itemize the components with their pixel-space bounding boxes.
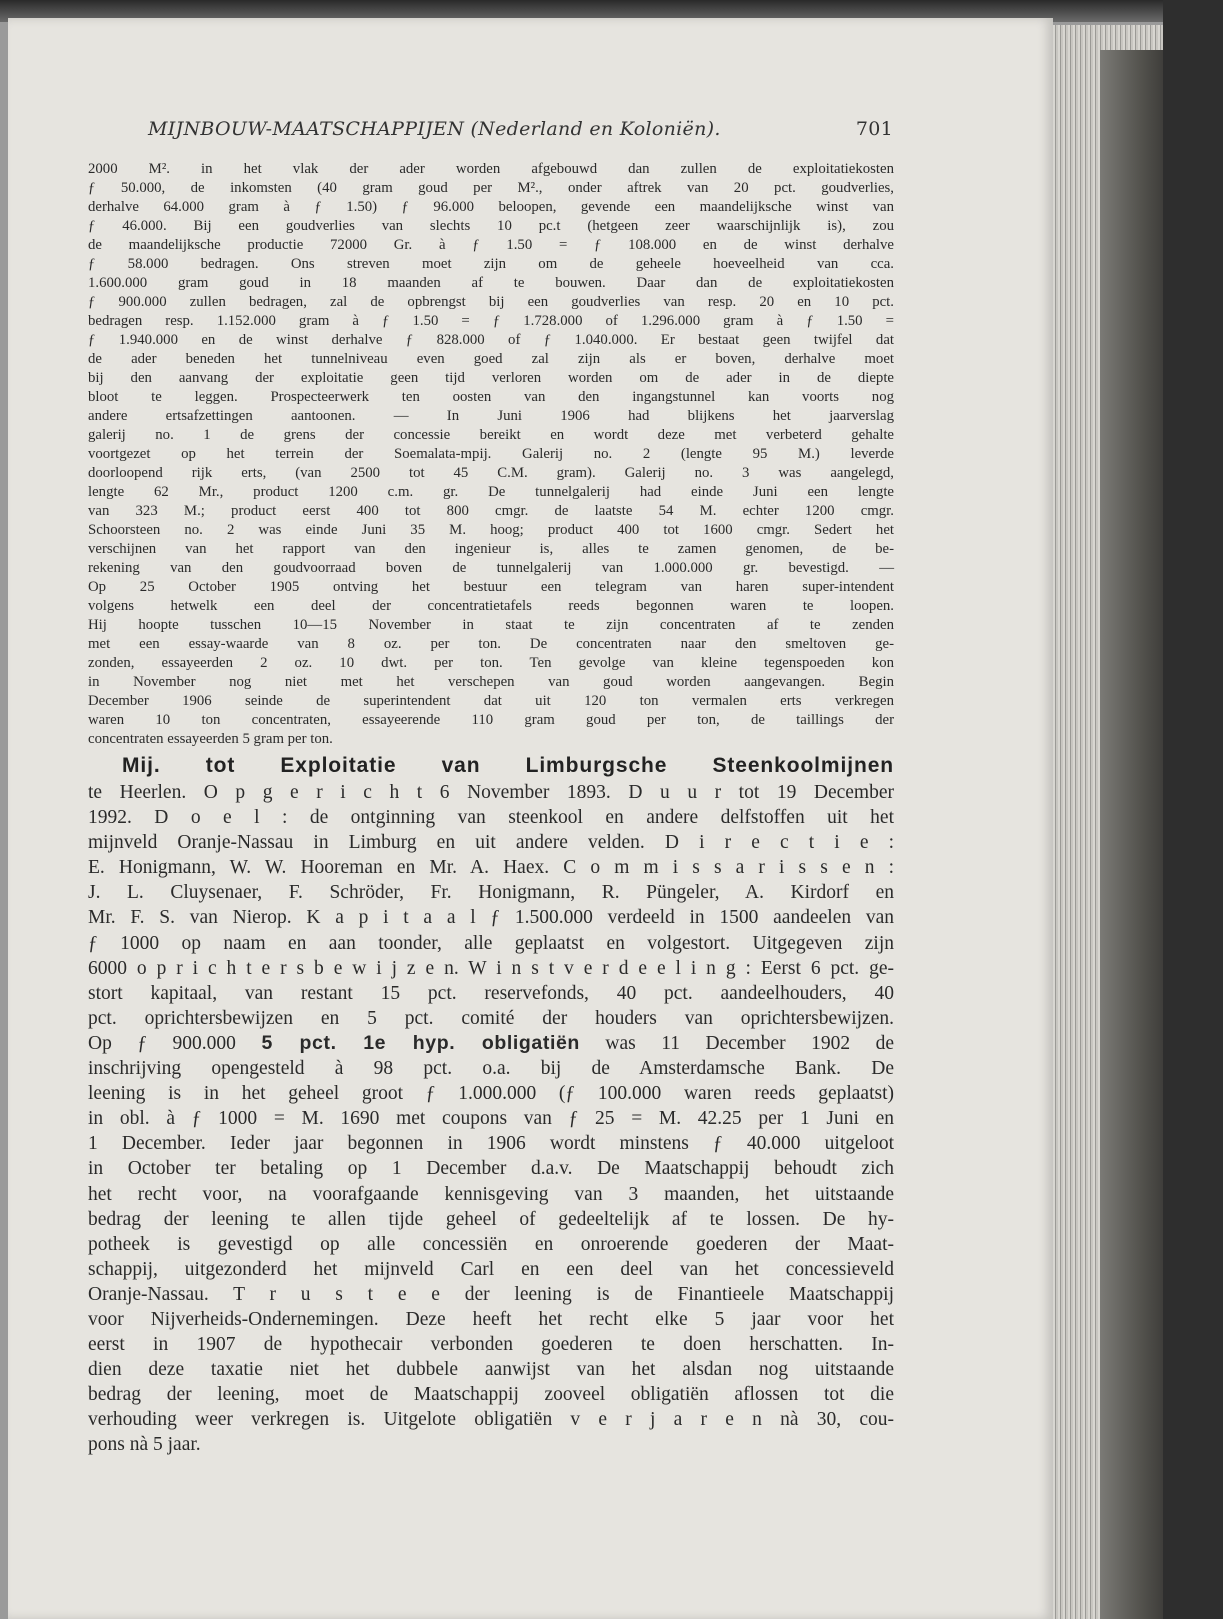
text-line: [88, 1081, 894, 1106]
text-segment: Mr. F. S. van Nierop. K a p i t a a l ƒ 1.500.000 verdeeld in 1500 aandeelen van: [88, 907, 894, 929]
text-line-content: [88, 830, 894, 855]
text-line: [88, 198, 894, 217]
text-line-content: doorloopend rijk erts, (van 2500 tot 45 C.M. gram). Galerij no. 3 was aangelegd,: [88, 465, 894, 481]
text-line-content: [88, 1382, 894, 1407]
text-line: [88, 179, 894, 198]
text-line: [88, 711, 894, 730]
text-line-content: ƒ 58.000 bedragen. Ons streven moet zijn om de geheele hoeveelheid van cca.: [88, 256, 894, 272]
text-line: [88, 1332, 894, 1357]
running-header: [148, 118, 893, 144]
text-segment: in October ter betaling op 1 December d.a.v. De Maatschappij behoudt zich: [88, 1158, 894, 1180]
text-line-content: Schoorsteen no. 2 was einde Juni 35 M. hoog; product 400 tot 1600 cmgr. Sedert het: [88, 522, 894, 538]
text-line-content: [88, 805, 894, 830]
text-line-content: [88, 1307, 894, 1332]
text-segment: was 11 December 1902 de: [579, 1032, 894, 1054]
text-segment: voor Nijverheids-Ondernemingen. Deze heeft het recht elke 5 jaar voor het: [88, 1308, 894, 1330]
text-line-content: met een essay-waarde van 8 oz. per ton. De concentraten naar den smeltoven ge-: [88, 636, 894, 652]
text-line: [88, 521, 894, 540]
text-line: [88, 255, 894, 274]
text-line-content: de maandelijksche productie 72000 Gr. à ƒ 1.50 = ƒ 108.000 en de winst derhalve: [88, 237, 894, 253]
text-line-content: [88, 1056, 894, 1081]
text-line-content: [88, 1257, 894, 1282]
text-line-content: rekening van den goudvoorraad boven de tunnelgalerij van 1.000.000 gr. bevestigd. —: [88, 560, 894, 576]
text-line: [88, 616, 894, 635]
text-line: [88, 578, 894, 597]
text-line: [88, 1031, 894, 1056]
text-line-content: 2000 M². in het vlak der ader worden afgebouwd dan zullen de exploitatiekosten: [88, 161, 894, 177]
text-line-content: zonden, essayeerden 2 oz. 10 dwt. per ton. Ten gevolge van kleine tegenspoeden kon: [88, 655, 894, 671]
text-line: [88, 1006, 894, 1031]
text-segment: pons nà 5 jaar.: [88, 1434, 201, 1456]
text-line: [88, 540, 894, 559]
text-segment: te Heerlen. O p g e r i c h t 6 November 1893. D u u r tot 19 December: [88, 782, 894, 803]
text-line: [88, 559, 894, 578]
text-line: [88, 1131, 894, 1156]
text-line: [88, 217, 894, 236]
text-line: [88, 1056, 894, 1081]
text-line-content: [88, 1207, 894, 1232]
text-segment: J. L. Cluysenaer, F. Schröder, Fr. Honigmann, R. Püngeler, A. Kirdorf en: [88, 882, 894, 904]
text-line: [88, 445, 894, 464]
text-line: [88, 780, 894, 805]
text-line-content: [88, 931, 894, 956]
text-line-content: [88, 1357, 894, 1382]
text-line-content: volgens hetwelk een deel der concentratietafels reeds begonnen waren te loopen.: [88, 598, 894, 614]
text-line: [88, 407, 894, 426]
text-line-content: [88, 956, 894, 981]
text-line-content: concentraten essayeerden 5 gram per ton.: [88, 731, 333, 747]
text-line-content: bij den aanvang der exploitatie geen tijd verloren worden om de ader in de diepte: [88, 370, 894, 386]
text-line: [88, 1382, 894, 1407]
text-segment: mijnveld Oranje-Nassau in Limburg en uit andere velden. D i r e c t i e :: [88, 832, 894, 854]
text-line-content: [88, 905, 894, 930]
text-line-content: [88, 780, 894, 805]
text-line: [88, 331, 894, 350]
text-line: [88, 1257, 894, 1282]
text-line-content: [88, 880, 894, 905]
company-entry: [88, 780, 894, 1458]
bold-term: 5 pct. 1e hyp. obligatiën: [261, 1031, 580, 1054]
text-line: [88, 236, 894, 255]
text-line-content: 1.600.000 gram goud in 18 maanden af te bouwen. Daar dan de exploitatiekosten: [88, 275, 894, 291]
text-line: [88, 1106, 894, 1131]
text-segment: eerst in 1907 de hypothecair verbonden goederen te doen herschatten. In-: [88, 1334, 894, 1356]
text-line-content: December 1906 seinde de superintendent dat uit 120 ton vermalen erts verkregen: [88, 693, 894, 709]
text-line: [88, 274, 894, 293]
text-line: [88, 350, 894, 369]
text-line-content: [88, 981, 894, 1006]
text-line-content: in November nog niet met het verschepen van goud worden aangevangen. Begin: [88, 674, 894, 690]
text-line-content: ƒ 50.000, de inkomsten (40 gram goud per M²., onder aftrek van 20 pct. goudverlies,: [88, 180, 894, 196]
text-line: [88, 1182, 894, 1207]
text-segment: 1992. D o e l : de ontginning van steenkool en andere delfstoffen uit het: [88, 807, 894, 829]
text-segment: bedrag der leening te allen tijde geheel of gedeeltelijk af te lossen. De hy-: [88, 1208, 894, 1230]
text-line-content: Hij hoopte tusschen 10—15 November in staat te zijn concentraten af te zenden: [88, 617, 894, 633]
text-line: [88, 1207, 894, 1232]
text-line-content: galerij no. 1 de grens der concessie bereikt en wordt deze met verbeterd gehalte: [88, 427, 894, 443]
text-line-content: ƒ 46.000. Bij een goudverlies van slechts 10 pc.t (hetgeen zeer waarschijnlijk is), zou: [88, 218, 894, 234]
text-segment: stort kapitaal, van restant 15 pct. reservefonds, 40 pct. aandeelhouders, 40: [88, 982, 894, 1004]
text-line: [88, 673, 894, 692]
text-segment: 1 December. Ieder jaar begonnen in 1906 wordt minstens ƒ 40.000 uitgeloot: [88, 1133, 894, 1155]
text-line: [88, 855, 894, 880]
text-segment: het recht voor, na voorafgaande kennisgeving van 3 maanden, het uitstaande: [88, 1183, 894, 1205]
text-line-content: andere ertsafzettingen aantoonen. — In Juni 1906 had blijkens het jaarverslag: [88, 408, 894, 424]
text-line-content: derhalve 64.000 gram à ƒ 1.50) ƒ 96.000 beloopen, gevende een maandelijksche winst van: [88, 199, 894, 215]
text-line: [88, 931, 894, 956]
text-line-content: [88, 1182, 894, 1207]
text-segment: in obl. à ƒ 1000 = M. 1690 met coupons van ƒ 25 = M. 42.25 per 1 Juni en: [88, 1108, 894, 1130]
text-line-content: [88, 1156, 894, 1181]
text-line: [88, 1407, 894, 1432]
text-line: [88, 905, 894, 930]
text-line: [88, 1432, 894, 1457]
text-segment: dien deze taxatie niet het dubbele aanwijst van het alsdan nog uitstaande: [88, 1359, 894, 1381]
text-line: [88, 880, 894, 905]
text-line: [88, 830, 894, 855]
text-segment: verhouding weer verkregen is. Uitgelote obligatiën v e r j a r e n nà 30, cou-: [88, 1409, 894, 1431]
text-segment: schappij, uitgezonderd het mijnveld Carl en een deel van het concessieveld: [88, 1258, 894, 1280]
text-segment: potheek is gevestigd op alle concessiën en onroerende goederen der Maat-: [88, 1233, 894, 1255]
text-line: [88, 635, 894, 654]
text-line: [88, 654, 894, 673]
text-line: [88, 692, 894, 711]
text-line: [88, 160, 894, 179]
text-line: [88, 388, 894, 407]
text-line-content: de ader beneden het tunnelniveau even goed zal zijn als er boven, derhalve moet: [88, 351, 894, 367]
text-line-content: [88, 1031, 894, 1056]
running-title: MIJNBOUW-MAATSCHAPPIJEN (Nederland en Koloniën).: [148, 118, 721, 140]
text-line-content: bedragen resp. 1.152.000 gram à ƒ 1.50 = ƒ 1.728.000 of 1.296.000 gram à ƒ 1.50 =: [88, 313, 894, 329]
text-line-content: [88, 1081, 894, 1106]
text-line-content: [88, 855, 894, 880]
text-line-content: ƒ 1.940.000 en de winst derhalve ƒ 828.000 of ƒ 1.040.000. Er bestaat geen twijfel dat: [88, 332, 894, 348]
text-line-content: bloot te leggen. Prospecteerwerk ten oosten van den ingangstunnel kan voorts nog: [88, 389, 894, 405]
text-line: [88, 1232, 894, 1257]
text-line: [88, 597, 894, 616]
text-line-content: [88, 1282, 894, 1307]
text-line-content: lengte 62 Mr., product 1200 c.m. gr. De tunnelgalerij had einde Juni een lengte: [88, 484, 894, 500]
text-line: [88, 956, 894, 981]
text-segment: ƒ 1000 op naam en aan toonder, alle geplaatst en volgestort. Uitgegeven zijn: [88, 932, 894, 954]
scanner-border: [1163, 0, 1223, 1619]
book-spine-shadow: [1100, 50, 1165, 1619]
text-line: [88, 293, 894, 312]
text-line-content: voortgezet op het terrein der Soemalata-mpij. Galerij no. 2 (lengte 95 M.) leverde: [88, 446, 894, 462]
text-line-content: [88, 1332, 894, 1357]
text-line: [88, 502, 894, 521]
text-line-content: Op 25 October 1905 ontving het bestuur een telegram van haren super-intendent: [88, 579, 894, 595]
text-line: [88, 1156, 894, 1181]
page-number: 701: [855, 118, 893, 140]
text-line: [88, 1282, 894, 1307]
text-line: [88, 730, 894, 749]
text-segment: E. Honigmann, W. W. Hooreman en Mr. A. Haex. C o m m i s s a r i s s e n :: [88, 857, 894, 879]
text-segment: inschrijving opengesteld à 98 pct. o.a. bij de Amsterdamsche Bank. De: [88, 1058, 894, 1080]
text-line-content: [88, 1106, 894, 1131]
text-line: [88, 312, 894, 331]
text-line: [88, 1357, 894, 1382]
text-line: [88, 981, 894, 1006]
text-line: [88, 805, 894, 830]
text-segment: Op ƒ 900.000: [88, 1032, 262, 1054]
text-segment: Oranje-Nassau. T r u s t e e der leening is de Finantieele Maatschappij: [88, 1283, 894, 1305]
text-segment: bedrag der leening, moet de Maatschappij zooveel obligatiën aflossen tot die: [88, 1384, 894, 1406]
text-line: [88, 426, 894, 445]
text-line: [88, 1307, 894, 1332]
text-line: [88, 369, 894, 388]
text-line-content: [88, 1006, 894, 1031]
text-segment: pct. oprichtersbewijzen en 5 pct. comité der houders van oprichtersbewijzen.: [88, 1007, 894, 1029]
text-line-content: [88, 1432, 894, 1457]
text-line-content: verschijnen van het rapport van den ingenieur is, alles te zamen genomen, de be-: [88, 541, 894, 557]
text-line-content: van 323 M.; product eerst 400 tot 800 cmgr. de laatste 54 M. echter 1200 cmgr.: [88, 503, 894, 519]
text-line-content: [88, 1407, 894, 1432]
text-line-content: waren 10 ton concentraten, essayeerende 110 gram goud per ton, de taillings der: [88, 712, 894, 728]
continued-paragraph: [88, 160, 894, 749]
text-segment: leening is in het geheel groot ƒ 1.000.000 (ƒ 100.000 waren reeds geplaatst): [88, 1083, 894, 1105]
text-line: [88, 464, 894, 483]
company-heading: Mij. tot Exploitatie van Limburgsche Steenkoolmijnen: [122, 754, 894, 777]
text-line-content: [88, 1131, 894, 1156]
text-segment: 6000 o p r i c h t e r s b e w i j z e n. W i n s t v e r d e e l i n g : Eerst 6 pct. ge-: [88, 957, 894, 979]
text-line-content: [88, 1232, 894, 1257]
text-line-content: ƒ 900.000 zullen bedragen, zal de opbrengst bij een goudverlies van resp. 20 en 10 pct.: [88, 294, 894, 310]
text-line: [88, 483, 894, 502]
